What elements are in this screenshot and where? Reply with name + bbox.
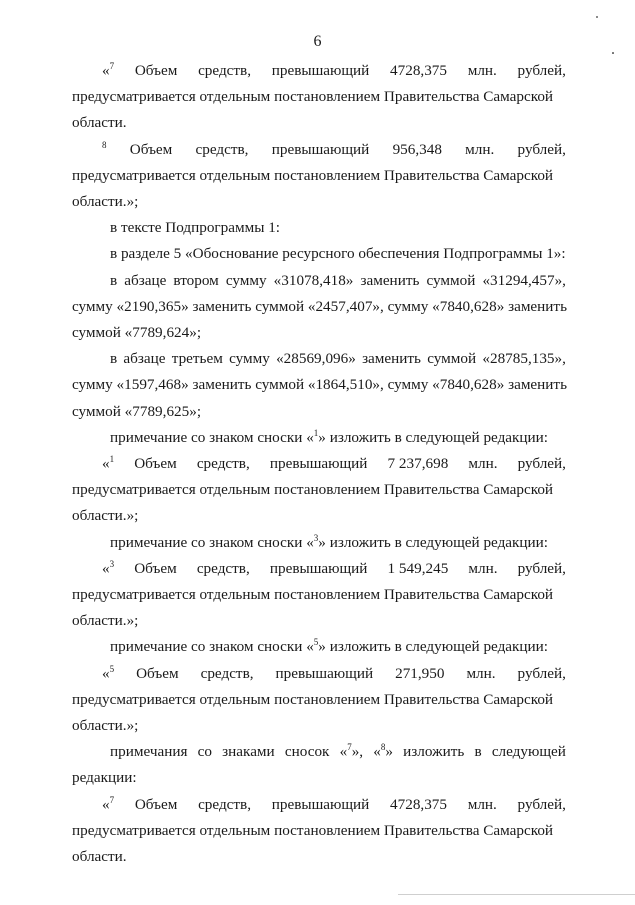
text-subprogram: в тексте Подпрограммы 1: (110, 219, 281, 237)
word: рублей, (517, 559, 566, 577)
word: средств, (198, 795, 252, 813)
text-line: предусматривается отдельным постановлением Правительства Самарской (72, 166, 554, 184)
word: средств, (198, 62, 252, 79)
text-line: предусматривается отдельным постановлением Правительства Самарской (72, 88, 554, 106)
word: средств, (195, 140, 249, 158)
text-line: области. (72, 114, 127, 132)
word: млн. (467, 62, 497, 79)
footnote-5 (72, 661, 566, 740)
word: рублей, (517, 62, 566, 79)
footnote-marker: «$^7$ (102, 794, 115, 813)
word: средств, (200, 664, 254, 682)
footnote-5-instruction: примечание со знаком сноски «$^5$» изложить в следующей редакции: (110, 637, 549, 656)
word: Объем (136, 664, 179, 682)
text-line: суммой «7789,624»; (72, 324, 202, 342)
word: Объем (134, 455, 177, 473)
text-line: предусматривается отдельным постановлением Правительства Самарской (72, 586, 554, 604)
footnote-first-line (72, 58, 566, 84)
text-line: в абзаце втором сумму «31078,418» заменить суммой «31294,457», (110, 271, 566, 289)
word: рублей, (517, 140, 566, 158)
footnote-8 (72, 137, 566, 216)
footnote-first-line (72, 792, 566, 818)
word: млн. (466, 664, 496, 682)
word: средств, (196, 559, 250, 577)
footnote-7-first (72, 58, 566, 137)
text-line: суммой «7789,625»; (72, 402, 202, 420)
page-number: 6 (313, 33, 322, 50)
text-line: области.»; (72, 717, 139, 735)
footnote-marker: «$^1$ (102, 453, 115, 473)
text-line: области. (72, 848, 127, 866)
text-line: предусматривается отдельным постановлением Правительства Самарской (72, 481, 554, 499)
footnote-marker: 8 (102, 139, 107, 150)
word: Объем (134, 795, 178, 813)
word: Объем (134, 559, 177, 577)
text-line: в абзаце третьем сумму «28569,096» заменить суммой «28785,135», (110, 350, 566, 368)
word: превышающий (271, 140, 370, 158)
text-line: области.»; (72, 612, 139, 630)
footnote-marker: «$^5$ (102, 663, 115, 682)
word: средств, (196, 455, 250, 473)
footnote-marker: «$^3$ (102, 558, 115, 577)
footnote-first-line (72, 661, 566, 687)
amount: 1 549,245 (387, 559, 449, 577)
footnote-1-instruction: примечание со знаком сноски «$^1$» изложить в следующей редакции: (110, 427, 549, 446)
text-line: предусматривается отдельным постановлением Правительства Самарской (72, 821, 554, 839)
word: рублей, (517, 664, 566, 682)
word: превышающий (271, 62, 370, 79)
amount: 4728,375 (390, 795, 447, 813)
footnote-first-line (72, 556, 566, 582)
section-5-heading: в разделе 5 «Обоснование ресурсного обеспечения Подпрограммы 1»: (110, 245, 566, 263)
scan-edge-line (398, 894, 635, 895)
document-body (72, 58, 566, 870)
word: Объем (134, 62, 178, 79)
word: млн. (465, 140, 495, 158)
footnote-3 (72, 556, 566, 635)
word: млн. (468, 455, 498, 473)
scan-speck (612, 52, 614, 54)
scan-speck (596, 16, 598, 18)
word: превышающий (275, 664, 374, 682)
amendment-para-3 (72, 346, 566, 425)
text-line: сумму «2190,365» заменить суммой «2457,407», сумму «7840,628» заменить (72, 297, 567, 315)
footnote-first-line (72, 451, 566, 477)
amount: 956,348 (392, 140, 442, 158)
word: превышающий (269, 559, 368, 577)
word: млн. (468, 559, 498, 577)
text-line: сумму «1597,468» заменить суммой «1864,510», сумму «7840,628» заменить (72, 376, 567, 394)
footnote-first-line (72, 137, 566, 163)
amount: 4728,375 (390, 62, 447, 79)
footnote-7-last (72, 792, 566, 871)
footnotes-7-8-instruction (72, 739, 566, 791)
word: превышающий (271, 795, 370, 813)
text-line: редакции: (72, 769, 137, 787)
word: млн. (467, 795, 497, 813)
text-line: области.»; (72, 193, 139, 211)
word: превышающий (269, 455, 368, 473)
footnote-3-instruction: примечание со знаком сноски «$^3$» изложить в следующей редакции: (110, 532, 549, 551)
word: рублей, (517, 455, 566, 473)
word: Объем (129, 140, 173, 158)
footnote-1 (72, 451, 566, 530)
text-line: предусматривается отдельным постановлением Правительства Самарской (72, 690, 554, 708)
text-line: примечания со знаками сносок «$^7$», «$^8$» изложить в следующей (110, 742, 566, 761)
amendment-para-2 (72, 268, 566, 347)
amount: 7 237,698 (387, 455, 449, 473)
word: рублей, (517, 795, 566, 813)
footnote-marker: «$^7$ (102, 60, 115, 79)
text-line: области.»; (72, 507, 139, 525)
amount: 271,950 (395, 664, 445, 682)
